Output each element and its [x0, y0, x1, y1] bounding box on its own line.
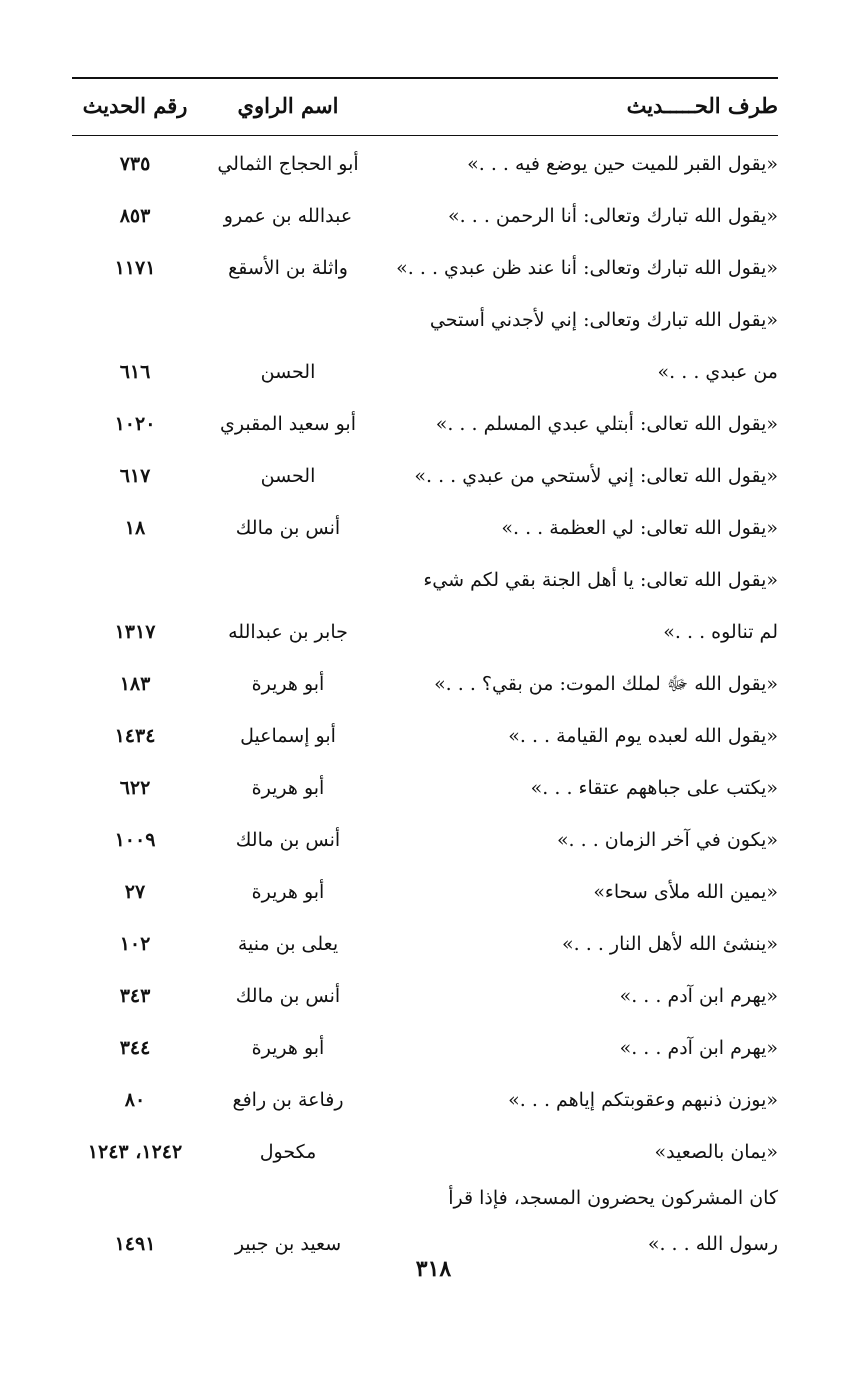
table-row	[72, 190, 778, 242]
hadith-number: ٨٠	[124, 1089, 146, 1111]
hadith-number: ١٤٣٤	[114, 725, 156, 747]
table-row	[72, 138, 778, 190]
hadith-text: «يقول الله تبارك وتعالى: أنا الرحمن . . .»	[448, 205, 778, 227]
narrator-name: أبو هريرة	[251, 1037, 325, 1059]
header-rule	[72, 135, 778, 136]
hadith-text: «يقول الله تعالى: أبتلي عبدي المسلم . . .»	[435, 413, 778, 435]
hadith-text: «يقول الله تبارك وتعالى: إني لأجدني أستحي	[429, 309, 778, 331]
table-row	[72, 1172, 778, 1224]
table-row	[72, 970, 778, 1022]
header-narrator: اسم الراوي	[237, 93, 339, 118]
table-row	[72, 242, 778, 294]
hadith-number: ١٠٠٩	[114, 829, 156, 851]
hadith-text: من عبدي . . .»	[657, 361, 778, 383]
table-row	[72, 918, 778, 970]
hadith-number: ١٨٣	[119, 673, 151, 695]
narrator-name: الحسن	[260, 465, 316, 487]
narrator-name: أبو الحجاج الثمالي	[217, 153, 359, 175]
hadith-number: ١٠٢	[119, 933, 151, 955]
narrator-name: أبو إسماعيل	[240, 725, 336, 747]
hadith-text: «يقول الله تعالى: لي العظمة . . .»	[501, 517, 778, 539]
table-row	[72, 1126, 778, 1178]
table-row	[72, 450, 778, 502]
narrator-name: مكحول	[259, 1141, 317, 1163]
narrator-name: أنس بن مالك	[235, 517, 341, 539]
hadith-text: «يقول الله تعالى: يا أهل الجنة بقي لكم شيء	[423, 569, 778, 591]
table-row	[72, 346, 778, 398]
hadith-number: ٨٥٣	[119, 205, 151, 227]
hadith-text: «يمان بالصعيد»	[654, 1141, 778, 1163]
hadith-number: ٦١٧	[119, 465, 151, 487]
hadith-text: لم تنالوه . . .»	[663, 621, 778, 643]
hadith-number: ١٢٤٢، ١٢٤٣	[87, 1141, 183, 1163]
hadith-text: «يهرم ابن آدم . . .»	[619, 985, 778, 1007]
hadith-text: «يكتب على جباههم عتقاء . . .»	[530, 777, 778, 799]
table-header	[72, 80, 778, 132]
hadith-text: «يهرم ابن آدم . . .»	[619, 1037, 778, 1059]
table-row	[72, 294, 778, 346]
hadith-text: «يوزن ذنبهم وعقوبتكم إياهم . . .»	[508, 1089, 778, 1111]
hadith-number: ١٣١٧	[114, 621, 156, 643]
table-row	[72, 502, 778, 554]
hadith-text: «يكون في آخر الزمان . . .»	[556, 829, 778, 851]
narrator-name: أبو سعيد المقبري	[219, 413, 356, 435]
narrator-name: سعيد بن جبير	[234, 1233, 342, 1255]
hadith-number: ٦١٦	[119, 361, 151, 383]
hadith-number: ١٨	[124, 517, 146, 539]
narrator-name: أنس بن مالك	[235, 829, 341, 851]
narrator-name: جابر بن عبدالله	[228, 621, 348, 643]
narrator-name: الحسن	[260, 361, 316, 383]
narrator-name: أبو هريرة	[251, 881, 325, 903]
table-row	[72, 814, 778, 866]
hadith-text: «يقول الله تعالى: إني لأستحي من عبدي . . .»	[414, 465, 778, 487]
table-row	[72, 762, 778, 814]
narrator-name: يعلى بن منية	[237, 933, 339, 955]
hadith-text: «ينشئ الله لأهل النار . . .»	[562, 933, 778, 955]
table-row	[72, 710, 778, 762]
hadith-number: ٧٣٥	[119, 153, 151, 175]
table-row	[72, 1022, 778, 1074]
hadith-number: ١١٧١	[114, 257, 156, 279]
hadith-text: كان المشركون يحضرون المسجد، فإذا قرأ	[448, 1187, 778, 1209]
table-row	[72, 398, 778, 450]
narrator-name: رفاعة بن رافع	[232, 1089, 344, 1111]
page-number: ٣١٨	[415, 1256, 452, 1282]
top-rule	[72, 77, 778, 79]
header-number: رقم الحديث	[82, 93, 188, 118]
narrator-name: واثلة بن الأسقع	[228, 257, 348, 279]
hadith-number: ٣٤٤	[119, 1037, 151, 1059]
hadith-text: «يقول الله لعبده يوم القيامة . . .»	[508, 725, 778, 747]
table-row	[72, 866, 778, 918]
hadith-text: «يقول القبر للميت حين يوضع فيه . . .»	[467, 153, 778, 175]
hadith-number: ٦٢٢	[119, 777, 151, 799]
table-row	[72, 606, 778, 658]
table-row	[72, 658, 778, 710]
header-hadith: طرف الحـــــديث	[626, 93, 778, 118]
hadith-number: ١٠٢٠	[114, 413, 156, 435]
hadith-text: رسول الله . . .»	[647, 1233, 778, 1255]
narrator-name: أبو هريرة	[251, 673, 325, 695]
hadith-text: «يمين الله ملأى سحاء»	[593, 881, 778, 903]
hadith-number: ٣٤٣	[119, 985, 151, 1007]
hadith-number: ٢٧	[124, 881, 146, 903]
narrator-name: أنس بن مالك	[235, 985, 341, 1007]
hadith-number: ١٤٩١	[114, 1233, 156, 1255]
narrator-name: أبو هريرة	[251, 777, 325, 799]
hadith-text: «يقول الله ﷻ لملك الموت: من بقي؟ . . .»	[434, 673, 778, 695]
table-row	[72, 1074, 778, 1126]
hadith-text: «يقول الله تبارك وتعالى: أنا عند ظن عبدي . . .»	[396, 257, 778, 279]
narrator-name: عبدالله بن عمرو	[223, 205, 353, 227]
table-row	[72, 554, 778, 606]
